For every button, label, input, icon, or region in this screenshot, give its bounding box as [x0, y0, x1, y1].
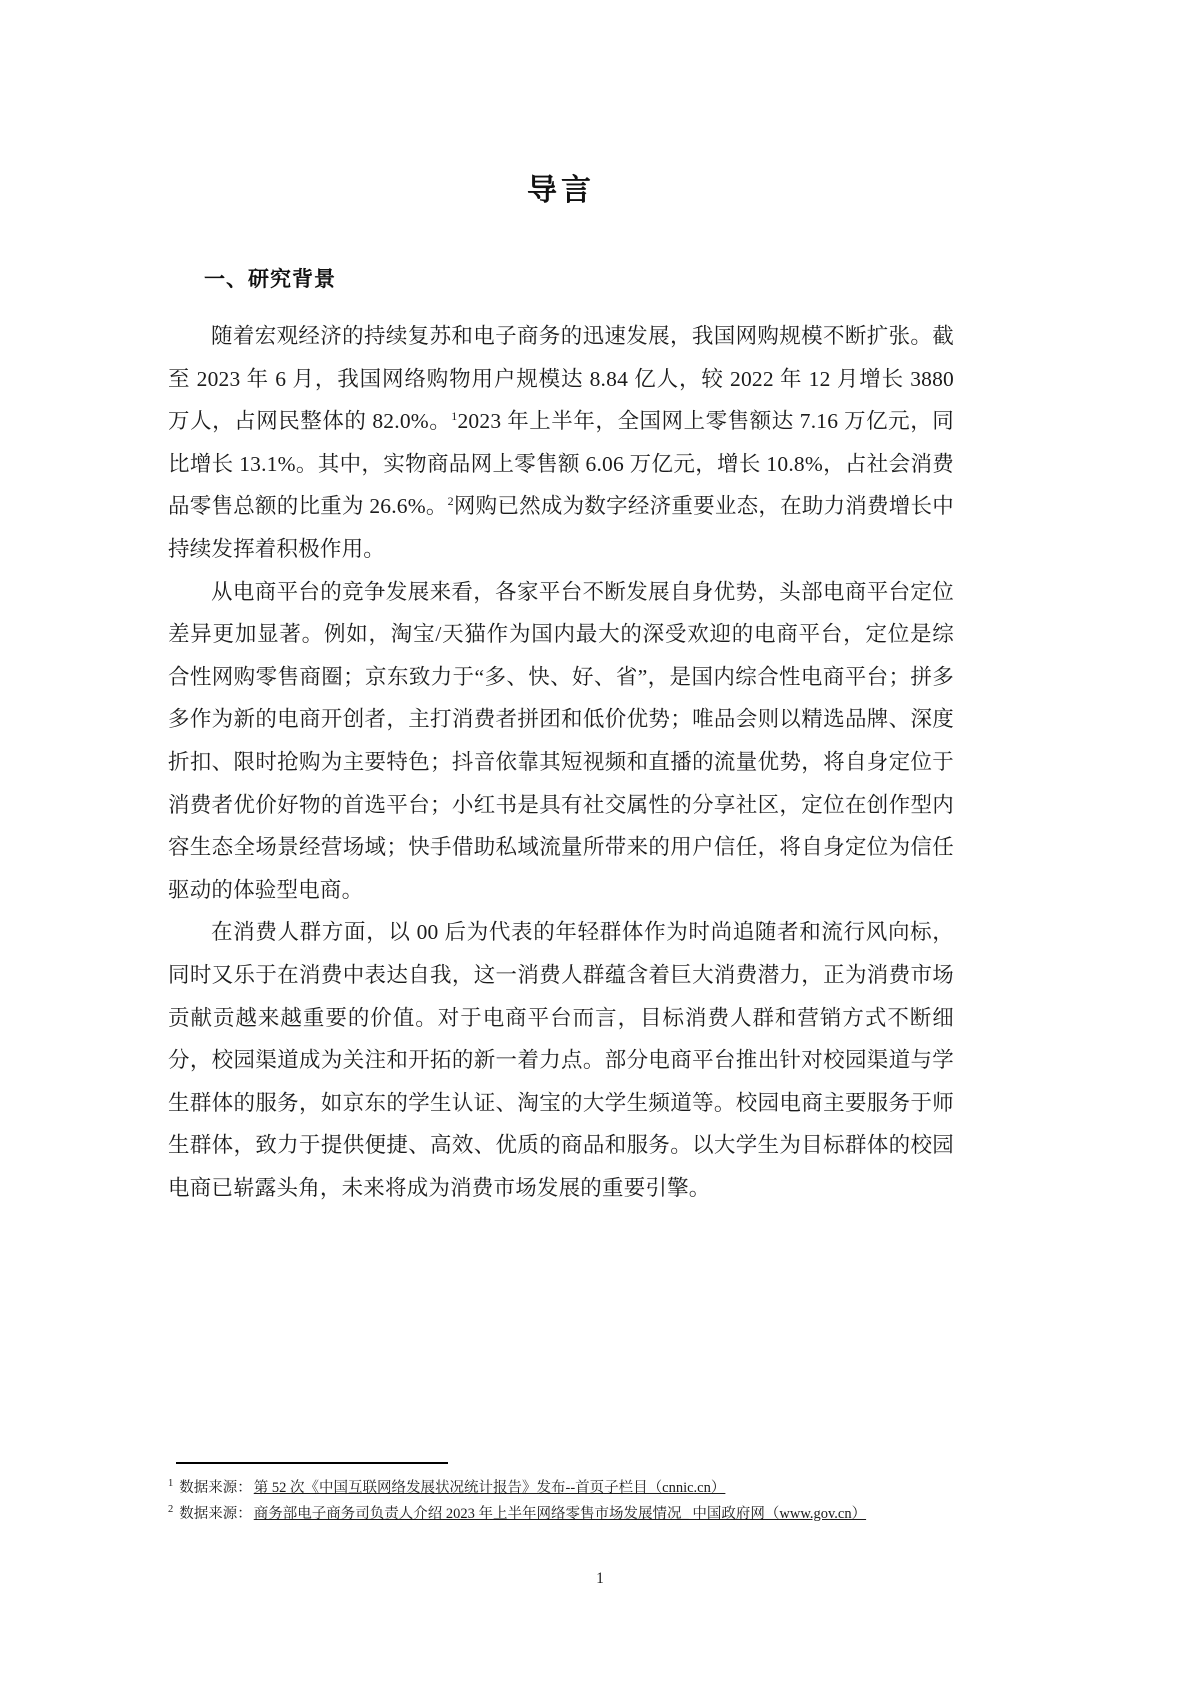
section-heading-research-background: 一、研究背景: [204, 267, 336, 291]
paragraph-text: 从电商平台的竞争发展来看，各家平台不断发展自身优势，头部电商平台定位差异更加显著。例如，淘宝/天猫作为国内最大的深受欢迎的电商平台，定位是综合性网购零售商圈；京东致力于“多、快、好、省”，是国内综合性电商平台；拼多多作为新的电商开创者，主打消费者拼团和低价优势；唯品会则以精选品牌、深度折扣、限时抢购为主要特色；抖音依靠其短视频和直播的流量优势，将自身定位于消费者优价好物的首选平台；小红书是具有社交属性的分享社区，定位在创作型内容生态全场景经营场域；快手借助私域流量所带来的用户信任，将自身定位为信任驱动的体验型电商。: [168, 579, 954, 902]
paragraph-text: 在消费人群方面，以 00 后为代表的年轻群体作为时尚追随者和流行风向标，同时又乐于在消费中表达自我，这一消费人群蕴含着巨大消费潜力，正为消费市场贡献贡越来越重要的价值。对于电商平台而言，目标消费人群和营销方式不断细分，校园渠道成为关注和开拓的新一着力点。部分电商平台推出针对校园渠道与学生群体的服务，如京东的学生认证、淘宝的大学生频道等。校园电商主要服务于师生群体，致力于提供便捷、高效、优质的商品和服务。以大学生为目标群体的校园电商已崭露头角，未来将成为消费市场发展的重要引擎。: [168, 920, 954, 1200]
footnote-link[interactable]: 第 52 次《中国互联网络发展状况统计报告》发布--首页子栏目（cnnic.cn）: [253, 1479, 726, 1496]
footnote-number: 1: [168, 1478, 174, 1489]
footnote-2: [168, 1499, 968, 1525]
para-platforms: [168, 571, 954, 912]
paragraph-text: 网购已然成为数字经济重要业态，在助力消费增长中持续发挥着积极作用。: [168, 494, 954, 561]
footnote-source-label: 数据来源：: [179, 1505, 252, 1522]
footnote-ref-2[interactable]: 2: [447, 494, 454, 509]
footnote-list: [168, 1473, 968, 1525]
footnote-separator-rule: [176, 1462, 448, 1464]
paragraph-text: 2023 年上半年，全国网上零售额达 7.16 万亿元，同比增长 13.1%。其中，实物商品网上零售额 6.06 万亿元，增长 10.8%，占社会消费品零售总额的比重为 26.6%。: [168, 409, 954, 519]
para-background: [168, 293, 954, 571]
page-content: [168, 0, 954, 1209]
paragraph-container: [168, 293, 954, 1209]
footnote-1: [168, 1473, 968, 1499]
footnote-number: 2: [168, 1503, 174, 1515]
footnote-area: [168, 1462, 968, 1525]
page-number: 1: [596, 1570, 604, 1587]
para-consumers: [168, 911, 954, 1209]
footnote-ref-1[interactable]: 1: [451, 409, 458, 424]
footnote-source-label: 数据来源：: [179, 1479, 252, 1496]
footnote-link[interactable]: 商务部电子商务司负责人介绍 2023 年上半年网络零售市场发展情况_ 中国政府网（www.gov.cn）: [253, 1505, 867, 1522]
page-title: 导言: [527, 174, 595, 207]
paragraph-text: 随着宏观经济的持续复苏和电子商务的迅速发展，我国网购规模不断扩张。截至 2023 年 6 月，我国网络购物用户规模达 8.84 亿人，较 2022 年 12 月增长 3880 万人，占网民整体的 82.0%。: [168, 324, 954, 434]
